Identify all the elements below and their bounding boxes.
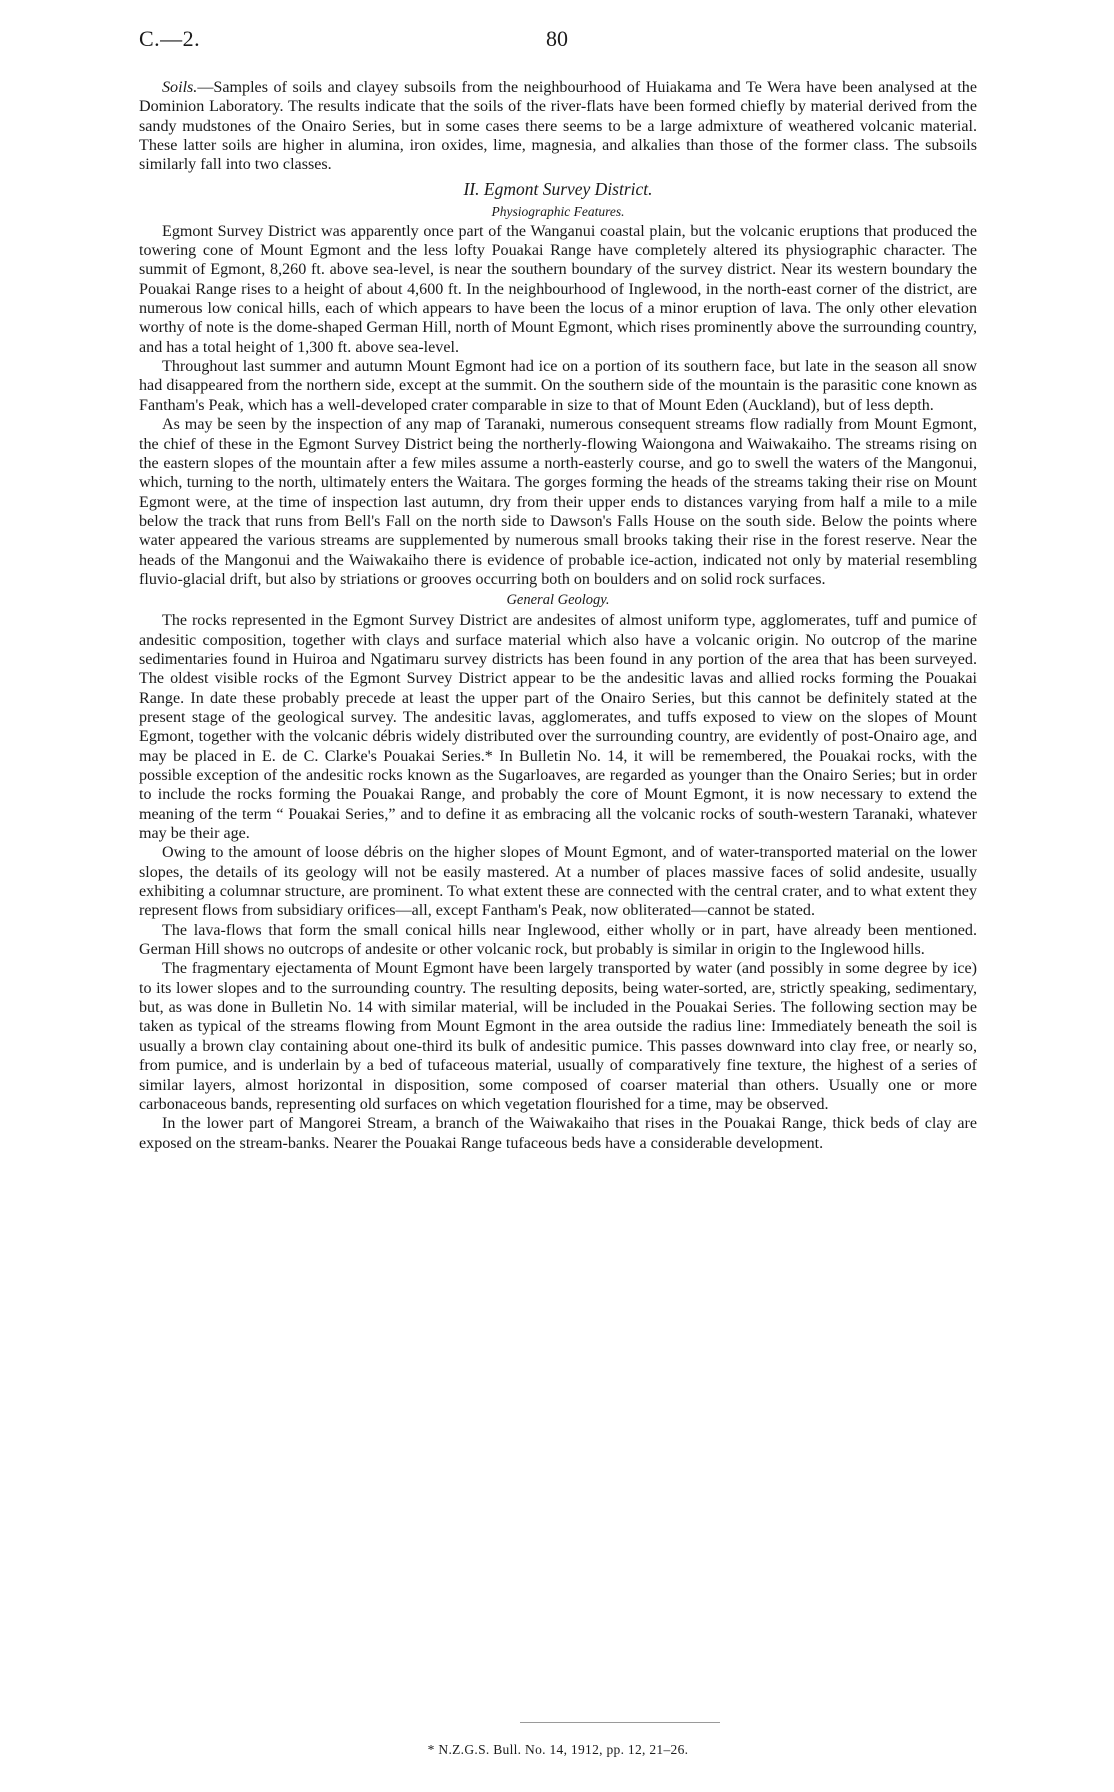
soils-lead: Soils. bbox=[162, 79, 198, 96]
geology-heading: General Geology. bbox=[506, 592, 610, 609]
geology-paragraph: In the lower part of Mangorei Stream, a branch of the Waiwakaiho that rises in the Pouakai Range, thick beds of clay are exposed on the stream-banks. Nearer the Pouakai Range tufaceous beds have a considerable development. bbox=[139, 1115, 977, 1152]
soils-text: —Samples of soils and clayey subsoils from the neighbourhood of Huiakama and Te Wera have been analysed at the Dominion Laboratory. The results indicate that the soils of the river-flats have been formed chiefly by material derived from the sandy mudstones of the Onairo Series, but in some cases there seems to be a large admixture of weathered volcanic material. These latter soils are higher in alumina, iron oxides, lime, magnesia, and alkalies than those of the former class. The subsoils similarly fall into two classes. bbox=[139, 79, 977, 174]
physiographic-paragraph: Egmont Survey District was apparently once part of the Wanganui coastal plain, but the volcanic eruptions that produced the towering cone of Mount Egmont and the less lofty Pouakai Range have completely altered its physiographic character. The summit of Egmont, 8,260 ft. above sea-level, is near the southern boundary of the survey district. Near its western boundary the Pouakai Range rises to a height of about 4,600 ft. In the neighbourhood of Inglewood, in the north-east corner of the district, are numerous low conical hills, each of which appears to have been the locus of a minor eruption of lava. The only other elevation worthy of note is the dome-shaped German Hill, north of Mount Egmont, which rises prominently above the surrounding country, and has a total height of 1,300 ft. above sea-level. bbox=[139, 222, 977, 356]
physiographic-heading: Physiographic Features. bbox=[491, 203, 625, 219]
geology-paragraph: Owing to the amount of loose débris on the higher slopes of Mount Egmont, and of water-transported material on the lower slopes, the details of its geology will not be easily mastered. At a number of places massive faces of solid andesite, usually exhibiting a columnar structure, are prominent. To what extent these are connected with the central crater, and to what extent they represent flows from subsidiary orifices—all, except Fantham's Peak, now obliterated—cannot be stated. bbox=[139, 844, 977, 920]
series-code: C.—2. bbox=[139, 26, 201, 51]
geology-paragraph: The lava-flows that form the small conical hills near Inglewood, either wholly or in part, have already been mentioned. German Hill shows no outcrops of andesite or other volcanic rock, but probably is similar in origin to the Inglewood hills. bbox=[139, 921, 977, 959]
body-text bbox=[139, 78, 977, 1153]
footnote: * N.Z.G.S. Bull. No. 14, 1912, pp. 12, 21–26. bbox=[427, 1742, 689, 1757]
geology-paragraph: The fragmentary ejectamenta of Mount Egmont have been largely transported by water (and possibly in some degree by ice) to its lower slopes and to the surrounding country. The resulting deposits, being water-sorted, are, strictly speaking, sedimentary, but, as was done in Bulletin No. 14 with similar material, will be included in the Pouakai Series. The following section may be taken as typical of the streams flowing from Mount Egmont in the area outside the radius line: Immediately beneath the soil is usually a brown clay containing about one-third its bulk of andesitic pumice. This passes downward into clay free, or nearly so, from pumice, and is underlain by a bed of tufaceous material, usually of comparatively fine texture, the highest of a series of similar layers, almost horizontal in disposition, some composed of coarser material than others. Usually one or more carbonaceous bands, representing old surfaces on which vegetation flourished for a time, may be observed. bbox=[139, 960, 977, 1113]
physiographic-paragraph: Throughout last summer and autumn Mount Egmont had ice on a portion of its southern face, but late in the season all snow had disappeared from the northern side, except at the summit. On the southern side of the mountain is the parasitic cone known as Fantham's Peak, which has a well-developed crater comparable in size to that of Mount Eden (Auckland), but of less depth. bbox=[139, 358, 977, 414]
section-title: II. Egmont Survey District. bbox=[463, 178, 653, 199]
page-number: 80 bbox=[546, 26, 568, 51]
page-header bbox=[139, 26, 975, 56]
physiographic-paragraph: As may be seen by the inspection of any map of Taranaki, numerous consequent streams flow radially from Mount Egmont, the chief of these in the Egmont Survey District being the northerly-flowing Waiongona and Waiwakaiho. The streams rising on the eastern slopes of the mountain after a few miles assume a north-easterly course, and go to swell the waters of the Mangonui, which, turning to the north, ultimately enters the Waitara. The gorges forming the heads of the streams taking their rise on Mount Egmont were, at the time of inspection last autumn, dry from their upper ends to distances varying from half a mile to a mile below the track that runs from Bell's Fall on the north side to Dawson's Falls House on the south side. Below the points where water appeared the various streams are supplemented by numerous small brooks taking their rise in the forest reserve. Near the heads of the Mangonui and the Waiwakaiho there is evidence of probable ice-action, indicated not only by material resembling fluvio-glacial drift, but also by striations or grooves occurring both on boulders and on solid rock surfaces. bbox=[139, 416, 977, 588]
soils-paragraph bbox=[139, 78, 977, 175]
footnote-divider bbox=[520, 1722, 720, 1723]
geology-paragraph: The rocks represented in the Egmont Survey District are andesites of almost uniform type, agglomerates, tuff and pumice of andesitic composition, together with clays and surface material which also have a volcanic origin. No outcrop of the marine sedimentaries found in Huiroa and Ngatimaru survey districts has been found in any portion of the area that has been surveyed. The oldest visible rocks of the Egmont Survey District appear to be the andesitic lavas and allied rocks forming the Pouakai Range. In date these probably precede at least the upper part of the Onairo Series, but this cannot be definitely stated at the present stage of the geological survey. The andesitic lavas, agglomerates, and tuffs exposed to view on the slopes of Mount Egmont, together with the volcanic débris widely distributed over the surrounding country, are evidently of post-Onairo age, and may be placed in E. de C. Clarke's Pouakai Series.* In Bulletin No. 14, it will be remembered, the Pouakai rocks, with the possible exception of the andesitic rocks known as the Sugarloaves, are regarded as younger than the Onairo Series; but in order to include the rocks forming the Pouakai Range, and probably the core of Mount Egmont, it is now necessary to extend the meaning of the term “ Pouakai Series,” and to define it as embracing all the volcanic rocks of south-western Taranaki, whatever may be their age. bbox=[139, 612, 977, 843]
